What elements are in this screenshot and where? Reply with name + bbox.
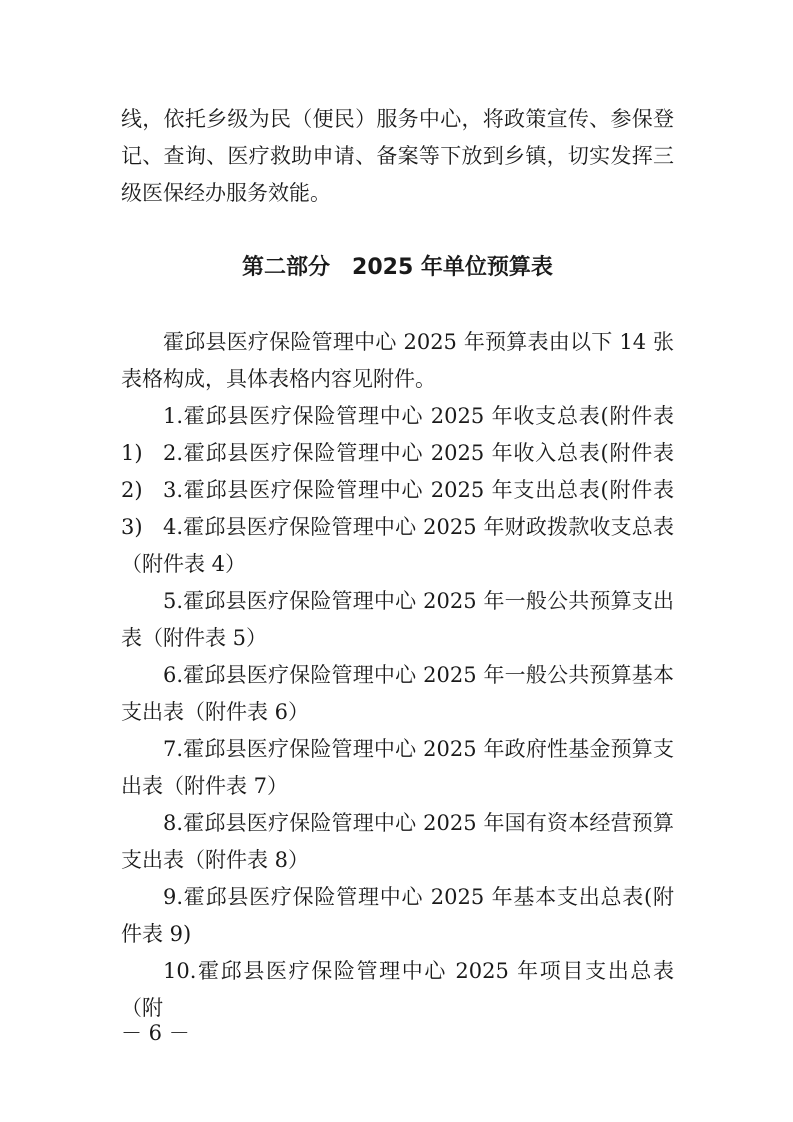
- list-item-7: 7.霍邱县医疗保险管理中心 2025 年政府性基金预算支出表（附件表 7）: [121, 737, 674, 798]
- section-title: 第二部分 2025 年单位预算表: [242, 255, 553, 280]
- list-item-4: 4.霍邱县医疗保险管理中心 2025 年财政拨款收支总表（附件表 4）: [121, 515, 674, 576]
- list-item-6: 6.霍邱县医疗保险管理中心 2025 年一般公共预算基本支出表（附件表 6）: [121, 663, 674, 724]
- continuation-paragraph: 线，依托乡级为民（便民）服务中心，将政策宣传、参保登记、查询、医疗救助申请、备案等下放到乡镇，切实发挥三级医保经办服务效能。: [121, 107, 674, 205]
- list-item-9: 9.霍邱县医疗保险管理中心 2025 年基本支出总表(附件表 9): [121, 885, 674, 946]
- list-item-10: 10.霍邱县医疗保险管理中心 2025 年项目支出总表（附: [121, 959, 674, 1020]
- list-item-1: 1.霍邱县医疗保险管理中心 2025 年收支总表(附件表 1): [121, 404, 674, 465]
- list-item-8: 8.霍邱县医疗保险管理中心 2025 年国有资本经营预算支出表（附件表 8）: [121, 811, 674, 872]
- list-item-5: 5.霍邱县医疗保险管理中心 2025 年一般公共预算支出表（附件表 5）: [121, 589, 674, 650]
- list-item-2: 2.霍邱县医疗保险管理中心 2025 年收入总表(附件表 2): [121, 441, 674, 502]
- page-number: － 6 －: [121, 1021, 190, 1045]
- list-item-3: 3.霍邱县医疗保险管理中心 2025 年支出总表(附件表 3): [121, 478, 674, 539]
- intro-paragraph: 霍邱县医疗保险管理中心 2025 年预算表由以下 14 张表格构成，具体表格内容见附件。: [121, 330, 674, 391]
